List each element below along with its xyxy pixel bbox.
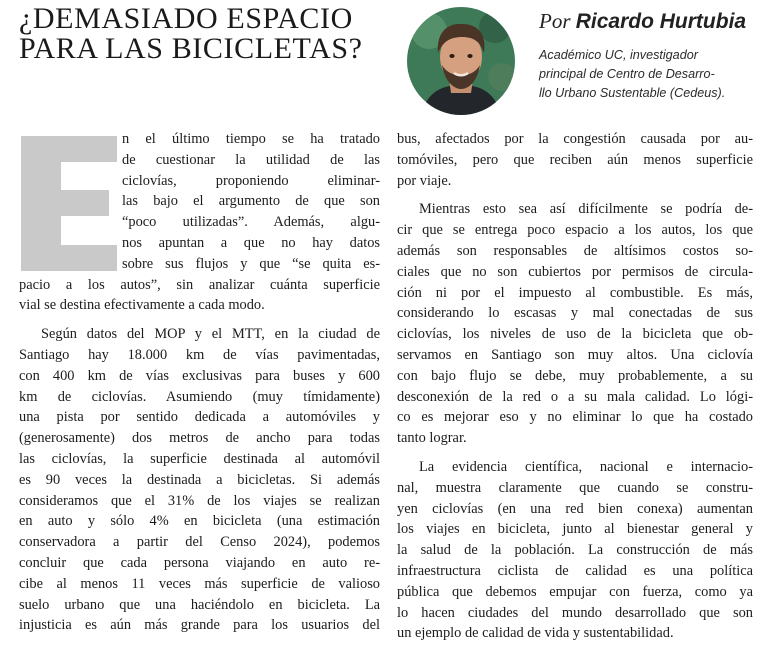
text-line: de cuestionar la utilidad de las: [122, 151, 380, 168]
author-byline: [539, 9, 746, 34]
author-bio: [539, 46, 759, 103]
text-line: cir que se entrega poco espacio a los autos, los que: [397, 222, 753, 239]
text-line: pública que debemos empujar con fuerza, como ya: [397, 583, 753, 600]
text-line: co es mejorar eso y no eliminar lo que ha costado: [397, 409, 753, 426]
text-line: desconexión de la red o a su mala calidad. Lo lógi-: [397, 388, 753, 405]
paragraph: [397, 199, 753, 449]
text-line: consideramos que el 31% de los viajes se realizan: [19, 492, 380, 509]
author-bio-line: principal de Centro de Desarro-: [539, 67, 715, 81]
headline-line-1: ¿DEMASIADO ESPACIO: [19, 2, 353, 35]
text-line: con bajo flujo se debe, muy probablemente, a su: [397, 367, 753, 384]
text-line: los viajes en bicicleta, junto al bienestar general y: [397, 521, 753, 538]
text-line: (generosamente) dos metros de ancho para todas: [19, 430, 380, 447]
paragraph: [397, 129, 753, 191]
text-line: infraestructura ciclista de calidad es una política: [397, 562, 753, 579]
author-bio-line: Académico UC, investigador: [539, 48, 698, 62]
author-bio-line: llo Urbano Sustentable (Cedeus).: [539, 86, 726, 100]
text-line: lo hacen ciudades del mundo desarrollado que son: [397, 604, 753, 621]
text-line: además son responsables de altísimos costos so-: [397, 242, 753, 259]
text-line: una pista por sentido dedicada a automóviles y: [19, 409, 380, 426]
text-line: la salud de la población. La construcción de más: [397, 542, 753, 559]
author-name: Ricardo Hurtubia: [575, 10, 747, 33]
text-line: La evidencia científica, nacional e internacio-: [419, 458, 753, 475]
text-line: es 90 veces la destinada a bicicletas. Si además: [19, 471, 380, 488]
text-line: “poco utilizadas”. Además, algu-: [122, 214, 380, 231]
headline: [19, 4, 363, 64]
text-line: tanto lograr.: [397, 430, 467, 447]
text-line: nal, muestra claramente que cuando se constru-: [397, 479, 753, 496]
author-portrait-image: [407, 7, 515, 115]
text-line: las ciclovías, la superficie destinada al automóvil: [19, 450, 380, 467]
text-line: nos apuntan a que no hay datos: [122, 234, 380, 251]
headline-line-2: PARA LAS BICICLETAS?: [19, 32, 363, 65]
text-line: concluir que cada persona viajando en auto re-: [19, 554, 380, 571]
text-line: bus, afectados por la congestión causada por au-: [397, 131, 753, 147]
text-line: pacio a los autos”, sin analizar cuánta superficie: [19, 276, 380, 293]
text-line: ciclovías, los niveles de uso de la bicicleta que ob-: [397, 326, 753, 343]
text-line: un ejemplo de calidad de vida y sustentabilidad.: [397, 625, 674, 642]
text-line: km de ciclovías. Asumiendo (muy tímidamente): [19, 388, 380, 405]
text-line: n el último tiempo se ha tratado: [122, 131, 380, 147]
text-line: suelo urbano que una haciéndolo en bicicleta. La: [19, 596, 380, 613]
text-line: con 400 km de vías exclusivas para buses y 600: [19, 367, 380, 384]
text-line: tomóviles, pero que reciben aún menos superficie: [397, 151, 753, 168]
text-line: considerando lo escasas y mal conectadas de sus: [397, 305, 753, 322]
paragraph: [19, 324, 380, 636]
text-line: Mientras esto sea así difícilmente se podría de-: [419, 201, 753, 218]
text-line: cibe al menos 11 veces más superficie de valioso: [19, 575, 380, 592]
text-line: yen ciclovías (en una red bien conexa) aumentan: [397, 500, 753, 517]
author-photo: [407, 7, 515, 115]
text-line: conservadora a partir del Censo 2024), podemos: [19, 534, 380, 551]
paragraph: [397, 457, 753, 644]
text-line: por viaje.: [397, 172, 452, 189]
text-line: vial se destina efectivamente a cada modo.: [19, 297, 265, 314]
paragraph: [19, 129, 380, 316]
author-prefix: Por: [539, 9, 571, 33]
text-line: ción ni por el impuesto al combustible. Es más,: [397, 284, 753, 301]
text-line: sobre sus flujos y que “se quita es-: [122, 255, 380, 272]
text-line: Santiago hay 18.000 km de vías pavimentadas,: [19, 346, 380, 363]
text-line: ciclovías, proponiendo eliminar-: [122, 172, 380, 189]
text-line: en auto y sólo 4% en bicicleta (una estimación: [19, 513, 380, 530]
article-column-right: [397, 129, 753, 644]
text-line: ciales que no son cubiertos por permisos de circula-: [397, 263, 753, 280]
text-line: servamos en Santiago son muy altos. Una ciclovía: [397, 346, 753, 363]
text-line: injusticia es aún más grande para los usuarios del: [19, 617, 380, 634]
text-line: Según datos del MOP y el MTT, en la ciudad de: [41, 326, 380, 343]
text-line: las bajo el argumento de que son: [122, 193, 380, 210]
article-column-left: [19, 129, 380, 636]
